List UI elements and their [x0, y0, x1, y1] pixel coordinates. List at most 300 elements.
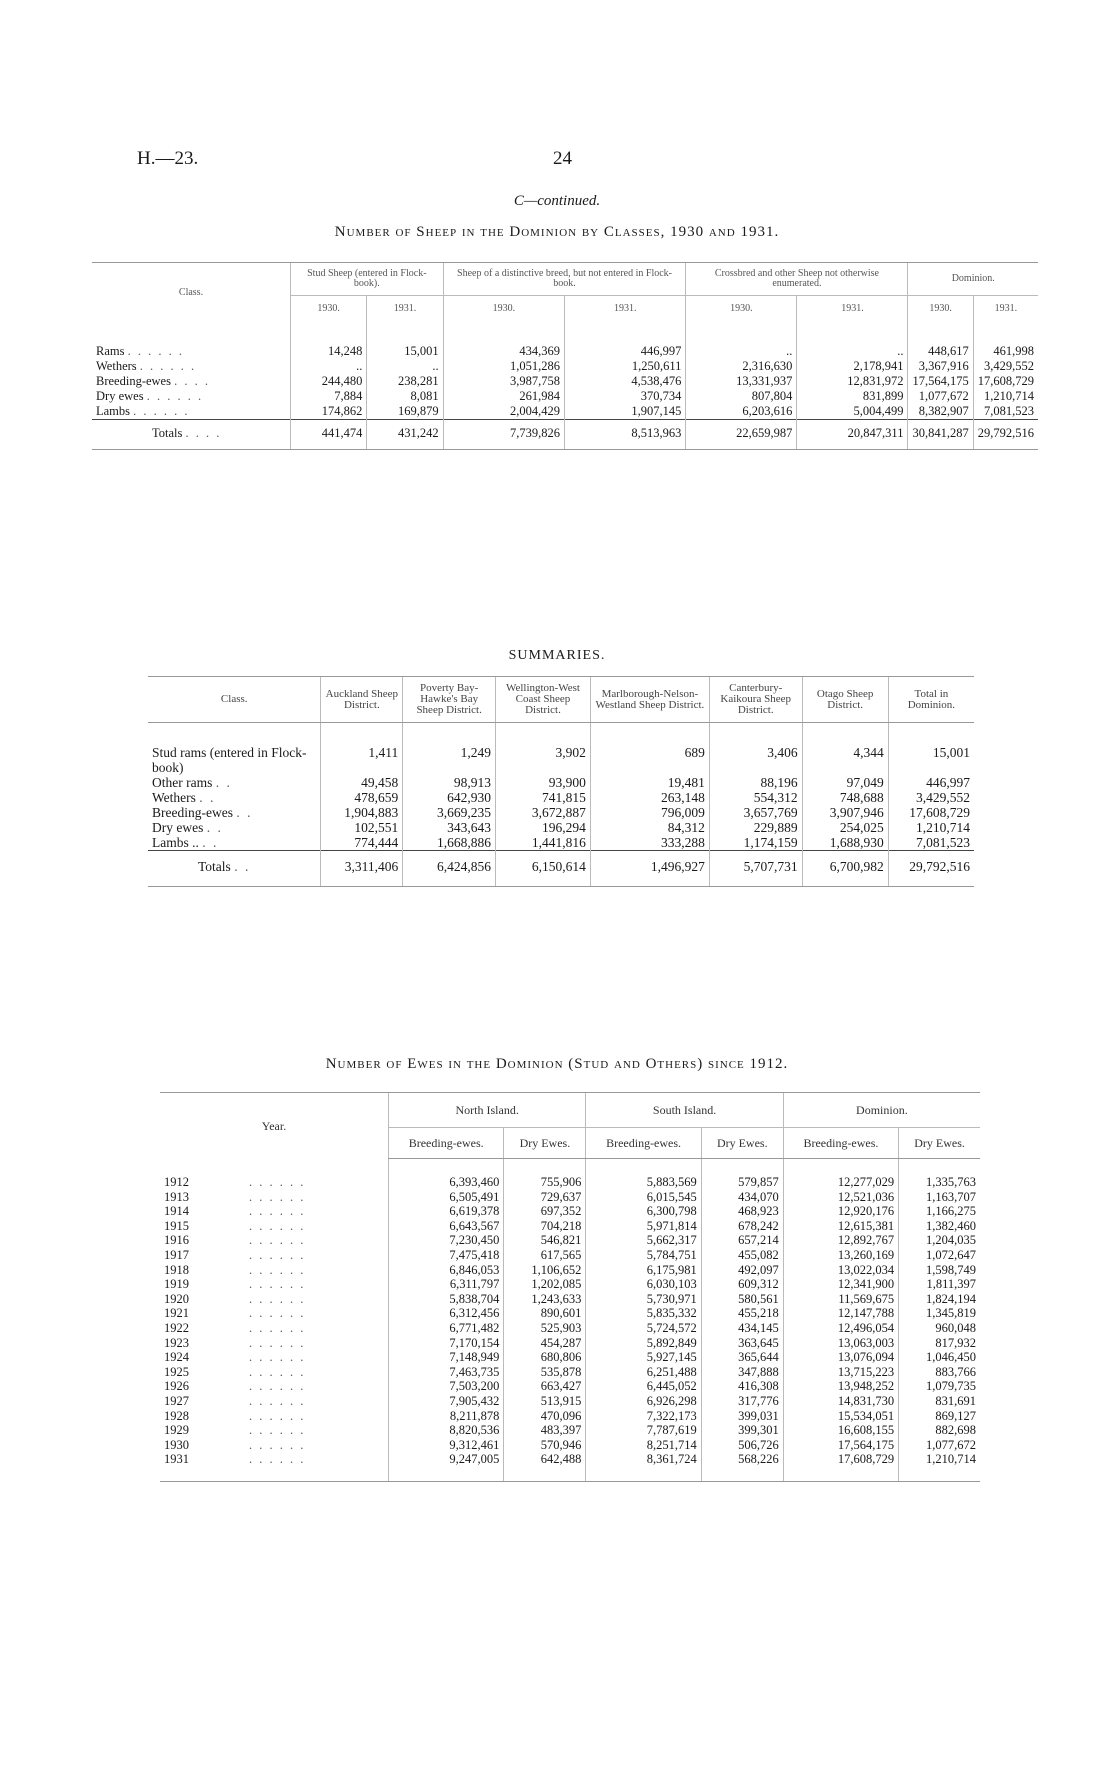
table-cell: 1,824,194 — [899, 1292, 980, 1307]
table-cell: 525,903 — [504, 1321, 586, 1336]
table-cell: 546,821 — [504, 1233, 586, 1248]
table-cell: 7,475,418 — [389, 1248, 504, 1263]
table-cell: 3,311,406 — [321, 851, 403, 887]
leader-dots: . . . . . . — [133, 404, 190, 418]
table3-title: Number of Ewes in the Dominion (Stud and Others) since 1912. — [325, 1056, 789, 1072]
leader-dots: . . . . . . — [249, 1408, 306, 1423]
table-cell: 5,838,704 — [389, 1292, 504, 1307]
row-label: Dry ewes — [96, 389, 144, 403]
table-cell: 8,361,724 — [586, 1452, 701, 1481]
table-cell: 7,503,200 — [389, 1379, 504, 1394]
district-header: Otago Sheep District. — [802, 677, 888, 723]
table-cell: 1,335,763 — [899, 1159, 980, 1190]
table-cell: 9,247,005 — [389, 1452, 504, 1481]
table-cell: 7,787,619 — [586, 1423, 701, 1438]
table-cell: 580,561 — [701, 1292, 783, 1307]
summaries-table — [148, 676, 974, 887]
table-cell: 1,079,735 — [899, 1379, 980, 1394]
table-cell: 6,771,482 — [389, 1321, 504, 1336]
table-cell: 642,930 — [403, 790, 496, 805]
table-cell: 14,248 — [291, 322, 367, 359]
table-cell: 1,202,085 — [504, 1277, 586, 1292]
leader-dots: . . . . . . — [249, 1423, 306, 1438]
table-cell: 11,569,675 — [783, 1292, 898, 1307]
district-header: Canterbury-Kaikoura Sheep District. — [709, 677, 802, 723]
row-label: Dry ewes — [152, 820, 204, 835]
table-row — [160, 1306, 980, 1321]
leader-dots: . . . . — [174, 374, 210, 388]
leader-dots: . . . . . . — [249, 1320, 306, 1335]
leader-dots: . . . . . . — [249, 1335, 306, 1350]
table-cell: 2,004,429 — [443, 404, 564, 420]
table-cell: 774,444 — [321, 835, 403, 851]
table-cell: 8,382,907 — [908, 404, 973, 420]
table-cell: 446,997 — [888, 775, 974, 790]
table-cell: 13,948,252 — [783, 1379, 898, 1394]
table-cell: 169,879 — [367, 404, 443, 420]
table-cell: 1,210,714 — [899, 1452, 980, 1481]
leader-dots: . . . . . . — [146, 389, 204, 403]
table-cell: 93,900 — [496, 775, 591, 790]
year-header: 1931. — [565, 296, 686, 323]
table-cell: 5,730,971 — [586, 1292, 701, 1307]
leader-dots: . . . . . . — [249, 1174, 306, 1189]
table-cell: 263,148 — [590, 790, 709, 805]
table-cell: 13,260,169 — [783, 1248, 898, 1263]
table-row — [160, 1204, 980, 1219]
table-cell: 697,352 — [504, 1204, 586, 1219]
table-cell: 7,322,173 — [586, 1409, 701, 1424]
class-header: Class. — [92, 263, 291, 323]
table-cell: 6,619,378 — [389, 1204, 504, 1219]
table-cell: .. — [797, 322, 908, 359]
table-cell: 399,301 — [701, 1423, 783, 1438]
table-cell: 1,250,611 — [565, 359, 686, 374]
table-cell: 434,070 — [701, 1190, 783, 1205]
table-cell: 729,637 — [504, 1190, 586, 1205]
table-row — [160, 1190, 980, 1205]
subheader: Breeding-ewes. — [783, 1128, 898, 1159]
row-label: Other rams — [152, 775, 213, 790]
year-header: Year. — [160, 1093, 389, 1159]
table-row — [160, 1423, 980, 1438]
table-cell: 12,831,972 — [797, 374, 908, 389]
table-cell: 6,505,491 — [389, 1190, 504, 1205]
table-cell: 689 — [590, 723, 709, 776]
year-header: 1930. — [908, 296, 973, 323]
table-cell: 5,971,814 — [586, 1219, 701, 1234]
district-header: Marlborough-Nelson-Westland Sheep District. — [590, 677, 709, 723]
table-row — [160, 1321, 980, 1336]
table-cell: 9,312,461 — [389, 1438, 504, 1453]
table-cell: 238,281 — [367, 374, 443, 389]
leader-dots: . . . . . . — [249, 1204, 306, 1219]
row-label: Breeding-ewes — [96, 374, 171, 388]
totals-label: Totals — [198, 859, 231, 874]
leader-dots: . . . . . . — [249, 1350, 306, 1365]
year-label: 1925 — [164, 1364, 189, 1379]
table-cell: 30,841,287 — [908, 420, 973, 450]
table-cell: 22,659,987 — [686, 420, 797, 450]
table-cell: 8,513,963 — [565, 420, 686, 450]
table-cell: 102,551 — [321, 820, 403, 835]
year-label: 1923 — [164, 1335, 189, 1350]
leader-dots: . . . . . . — [249, 1189, 306, 1204]
table-cell: 3,907,946 — [802, 805, 888, 820]
table-cell: 5,004,499 — [797, 404, 908, 420]
subheader: Dry Ewes. — [899, 1128, 980, 1159]
table-cell: 416,308 — [701, 1379, 783, 1394]
table-cell: 3,429,552 — [888, 790, 974, 805]
leader-dots: . . . . . . — [249, 1379, 306, 1394]
year-label: 1919 — [164, 1277, 189, 1292]
table-cell: 13,022,034 — [783, 1263, 898, 1278]
year-label: 1931 — [164, 1452, 189, 1467]
table-cell: 5,927,145 — [586, 1350, 701, 1365]
year-label: 1927 — [164, 1393, 189, 1408]
leader-dots: . . — [236, 805, 253, 820]
table-cell: 244,480 — [291, 374, 367, 389]
table-cell: 12,277,029 — [783, 1159, 898, 1190]
subheader: Breeding-ewes. — [389, 1128, 504, 1159]
table-cell: 483,397 — [504, 1423, 586, 1438]
table-cell: 6,424,856 — [403, 851, 496, 887]
table-cell: 960,048 — [899, 1321, 980, 1336]
table-cell: 97,049 — [802, 775, 888, 790]
table-cell: 1,668,886 — [403, 835, 496, 851]
year-header: 1930. — [686, 296, 797, 323]
table-cell: 748,688 — [802, 790, 888, 805]
table-cell: 12,521,036 — [783, 1190, 898, 1205]
table-row — [160, 1336, 980, 1351]
table-cell: 13,331,937 — [686, 374, 797, 389]
group-header-north-island: North Island. — [389, 1093, 586, 1128]
leader-dots: . . . . . . — [127, 344, 184, 358]
table-cell: 3,657,769 — [709, 805, 802, 820]
table-cell: 755,906 — [504, 1159, 586, 1190]
table-cell: 6,393,460 — [389, 1159, 504, 1190]
table-row — [148, 723, 974, 776]
table-row — [148, 835, 974, 851]
table-cell: 431,242 — [367, 420, 443, 450]
table-row — [160, 1292, 980, 1307]
group-header-dominion: Dominion. — [783, 1093, 980, 1128]
table-cell: 14,831,730 — [783, 1394, 898, 1409]
table-cell: 6,311,797 — [389, 1277, 504, 1292]
year-label: 1922 — [164, 1320, 189, 1335]
table-cell: 554,312 — [709, 790, 802, 805]
table-cell: 7,170,154 — [389, 1336, 504, 1351]
year-header: 1931. — [797, 296, 908, 323]
table-cell: 1,811,397 — [899, 1277, 980, 1292]
table-cell: 2,178,941 — [797, 359, 908, 374]
table-row — [160, 1379, 980, 1394]
table-cell: 7,463,735 — [389, 1365, 504, 1380]
table-cell: 6,300,798 — [586, 1204, 701, 1219]
table-cell: 363,645 — [701, 1336, 783, 1351]
group-header-dominion: Dominion. — [908, 263, 1038, 296]
year-label: 1921 — [164, 1306, 189, 1321]
table-row — [160, 1394, 980, 1409]
table-cell: 741,815 — [496, 790, 591, 805]
table-cell: 506,726 — [701, 1438, 783, 1453]
table-cell: 678,242 — [701, 1219, 783, 1234]
table-row — [160, 1365, 980, 1380]
year-label: 1916 — [164, 1233, 189, 1248]
year-label: 1914 — [164, 1204, 189, 1219]
table-cell: 16,608,155 — [783, 1423, 898, 1438]
table-cell: 434,369 — [443, 322, 564, 359]
table-cell: 470,096 — [504, 1409, 586, 1424]
table-cell: 1,072,647 — [899, 1248, 980, 1263]
table-cell: 1,210,714 — [973, 389, 1038, 404]
table-cell: 12,892,767 — [783, 1233, 898, 1248]
table-cell: 704,218 — [504, 1219, 586, 1234]
year-header: 1931. — [973, 296, 1038, 323]
table-row — [160, 1277, 980, 1292]
leader-dots: . . . . — [185, 426, 222, 440]
table-cell: 5,662,317 — [586, 1233, 701, 1248]
table-cell: 796,009 — [590, 805, 709, 820]
table-cell: 513,915 — [504, 1394, 586, 1409]
table-cell: 8,081 — [367, 389, 443, 404]
table-cell: 17,564,175 — [783, 1438, 898, 1453]
group-header-crossbred: Crossbred and other Sheep not otherwise enumerated. — [686, 263, 908, 296]
table-cell: 399,031 — [701, 1409, 783, 1424]
table-cell: 17,608,729 — [973, 374, 1038, 389]
leader-dots: . . . . . . — [249, 1393, 306, 1408]
table-cell: 1,598,749 — [899, 1263, 980, 1278]
table-cell: 807,804 — [686, 389, 797, 404]
table-cell: 12,920,176 — [783, 1204, 898, 1219]
table-cell: 1,046,450 — [899, 1350, 980, 1365]
table-row — [160, 1248, 980, 1263]
table-cell: 1,204,035 — [899, 1233, 980, 1248]
table-cell: 20,847,311 — [797, 420, 908, 450]
table-cell: 455,218 — [701, 1306, 783, 1321]
group-header-distinctive: Sheep of a distinctive breed, but not entered in Flock-book. — [443, 263, 686, 296]
table-cell: 831,899 — [797, 389, 908, 404]
table-row — [160, 1409, 980, 1424]
table-cell: 579,857 — [701, 1159, 783, 1190]
table-row — [148, 805, 974, 820]
table-cell: 8,211,878 — [389, 1409, 504, 1424]
leader-dots: . . . . . . — [139, 359, 197, 373]
table-cell: 8,820,536 — [389, 1423, 504, 1438]
table-cell: 1,382,460 — [899, 1219, 980, 1234]
year-label: 1930 — [164, 1437, 189, 1452]
table-cell: 831,691 — [899, 1394, 980, 1409]
row-label: Wethers — [96, 359, 137, 373]
table-cell: 4,538,476 — [565, 374, 686, 389]
table-cell: 7,230,450 — [389, 1233, 504, 1248]
table-cell: 1,106,652 — [504, 1263, 586, 1278]
table-cell: 6,445,052 — [586, 1379, 701, 1394]
year-label: 1915 — [164, 1218, 189, 1233]
year-header: 1930. — [443, 296, 564, 323]
table-cell: 317,776 — [701, 1394, 783, 1409]
table-cell: 5,835,332 — [586, 1306, 701, 1321]
sheep-by-class-table — [92, 262, 1038, 450]
table-cell: 1,166,275 — [899, 1204, 980, 1219]
table-cell: 15,001 — [888, 723, 974, 776]
table-cell: 4,344 — [802, 723, 888, 776]
table-cell: 446,997 — [565, 322, 686, 359]
table-cell: 1,249 — [403, 723, 496, 776]
table-row — [160, 1219, 980, 1234]
table-cell: 3,902 — [496, 723, 591, 776]
table-cell: 478,659 — [321, 790, 403, 805]
ewes-since-1912-table — [160, 1092, 980, 1482]
table-cell: 869,127 — [899, 1409, 980, 1424]
table-cell: 6,643,567 — [389, 1219, 504, 1234]
table-cell: 492,097 — [701, 1263, 783, 1278]
district-header: Poverty Bay-Hawke's Bay Sheep District. — [403, 677, 496, 723]
leader-dots: . . . . . . — [249, 1364, 306, 1379]
table-cell: 17,608,729 — [783, 1452, 898, 1481]
table-cell: 6,846,053 — [389, 1263, 504, 1278]
table-cell: 1,243,633 — [504, 1292, 586, 1307]
table-cell: 347,888 — [701, 1365, 783, 1380]
table-cell: 882,698 — [899, 1423, 980, 1438]
district-header: Auckland Sheep District. — [321, 677, 403, 723]
table-row — [160, 1233, 980, 1248]
totals-row — [92, 420, 1038, 450]
table-cell: 333,288 — [590, 835, 709, 851]
leader-dots: . . . . . . — [249, 1277, 306, 1292]
table-cell: 3,429,552 — [973, 359, 1038, 374]
table-cell: 1,051,286 — [443, 359, 564, 374]
table-cell: 17,608,729 — [888, 805, 974, 820]
table-row — [160, 1263, 980, 1278]
table-cell: 3,406 — [709, 723, 802, 776]
table-row — [92, 389, 1038, 404]
table-cell: 434,145 — [701, 1321, 783, 1336]
leader-dots: . . . . . . — [249, 1291, 306, 1306]
table-cell: 6,203,616 — [686, 404, 797, 420]
table-cell: 365,644 — [701, 1350, 783, 1365]
row-label: Rams — [96, 344, 125, 358]
year-label: 1918 — [164, 1262, 189, 1277]
table-cell: 6,700,982 — [802, 851, 888, 887]
table-cell: 817,932 — [899, 1336, 980, 1351]
table-cell: 1,411 — [321, 723, 403, 776]
table-cell: 455,082 — [701, 1248, 783, 1263]
subheader: Dry Ewes. — [504, 1128, 586, 1159]
table-row — [148, 775, 974, 790]
year-label: 1917 — [164, 1247, 189, 1262]
table-cell: 1,904,883 — [321, 805, 403, 820]
table-cell: 13,063,003 — [783, 1336, 898, 1351]
table-cell: 84,312 — [590, 820, 709, 835]
table-cell: 7,905,432 — [389, 1394, 504, 1409]
table-cell: 2,316,630 — [686, 359, 797, 374]
table-cell: 196,294 — [496, 820, 591, 835]
table-cell: 174,862 — [291, 404, 367, 420]
table-cell: 642,488 — [504, 1452, 586, 1481]
total-header: Total in Dominion. — [888, 677, 974, 723]
row-label: Stud rams (entered in Flock-book) — [152, 745, 307, 775]
table-cell: 29,792,516 — [888, 851, 974, 887]
table-cell: 3,987,758 — [443, 374, 564, 389]
table-cell: 5,883,569 — [586, 1159, 701, 1190]
table-cell: 680,806 — [504, 1350, 586, 1365]
table-cell: 6,150,614 — [496, 851, 591, 887]
table-cell: 19,481 — [590, 775, 709, 790]
table-cell: 468,923 — [701, 1204, 783, 1219]
table-row — [92, 359, 1038, 374]
year-header: 1930. — [291, 296, 367, 323]
table-cell: 535,878 — [504, 1365, 586, 1380]
table-cell: 1,210,714 — [888, 820, 974, 835]
table-cell: 5,724,572 — [586, 1321, 701, 1336]
table-cell: .. — [367, 359, 443, 374]
table-cell: 254,025 — [802, 820, 888, 835]
table-cell: 98,913 — [403, 775, 496, 790]
leader-dots: . . — [199, 790, 216, 805]
table-cell: 454,287 — [504, 1336, 586, 1351]
table-cell: 6,926,298 — [586, 1394, 701, 1409]
table-cell: 568,226 — [701, 1452, 783, 1481]
totals-label: Totals — [152, 426, 183, 440]
leader-dots: . . . . . . — [249, 1233, 306, 1248]
table-cell: 370,734 — [565, 389, 686, 404]
table-cell: 5,784,751 — [586, 1248, 701, 1263]
leader-dots: . . . . . . — [249, 1437, 306, 1452]
table-cell: 5,707,731 — [709, 851, 802, 887]
row-label: Lambs .. — [152, 835, 199, 850]
table-cell: 1,907,145 — [565, 404, 686, 420]
year-label: 1926 — [164, 1379, 189, 1394]
table-cell: 890,601 — [504, 1306, 586, 1321]
table-cell: 1,077,672 — [899, 1438, 980, 1453]
table-cell: 609,312 — [701, 1277, 783, 1292]
year-header: 1931. — [367, 296, 443, 323]
continued-caption: C—continued. — [513, 193, 601, 209]
group-header-south-island: South Island. — [586, 1093, 783, 1128]
year-label: 1929 — [164, 1423, 189, 1438]
table-cell: 229,889 — [709, 820, 802, 835]
table-cell: 7,081,523 — [888, 835, 974, 851]
table-cell: 6,030,103 — [586, 1277, 701, 1292]
table-cell: 1,345,819 — [899, 1306, 980, 1321]
table-row — [160, 1159, 980, 1190]
table-cell: 570,946 — [504, 1438, 586, 1453]
table-cell: 1,163,707 — [899, 1190, 980, 1205]
leader-dots: . . — [234, 859, 251, 874]
year-label: 1924 — [164, 1350, 189, 1365]
table-cell: 6,251,488 — [586, 1365, 701, 1380]
table-cell: .. — [291, 359, 367, 374]
table-cell: 7,081,523 — [973, 404, 1038, 420]
leader-dots: . . — [206, 820, 223, 835]
table-cell: 1,174,159 — [709, 835, 802, 851]
table-cell: 12,147,788 — [783, 1306, 898, 1321]
table-cell: 448,617 — [908, 322, 973, 359]
table-cell: 13,076,094 — [783, 1350, 898, 1365]
table-cell: 88,196 — [709, 775, 802, 790]
table-cell: 8,251,714 — [586, 1438, 701, 1453]
leader-dots: . . — [202, 835, 219, 850]
table-cell: 12,615,381 — [783, 1219, 898, 1234]
table-row — [92, 322, 1038, 359]
year-label: 1913 — [164, 1189, 189, 1204]
district-header: Wellington-West Coast Sheep District. — [496, 677, 591, 723]
table-cell: 3,367,916 — [908, 359, 973, 374]
totals-row — [148, 851, 974, 887]
table-cell: 12,341,900 — [783, 1277, 898, 1292]
row-label: Lambs — [96, 404, 131, 418]
